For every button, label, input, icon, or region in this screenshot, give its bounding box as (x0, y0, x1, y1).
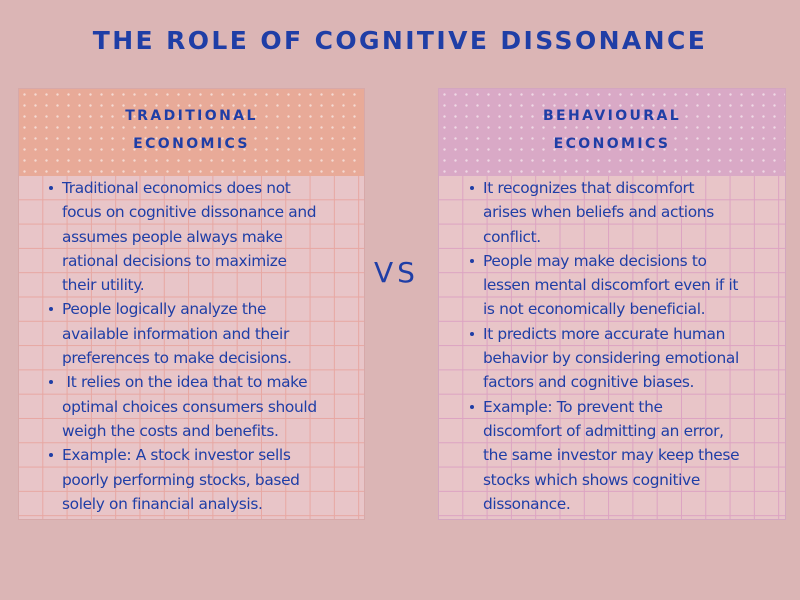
heading-line-1: BEHAVIOURAL (542, 108, 682, 124)
list-item: People logically analyze the available information and their preferences to make decisions. (62, 297, 360, 370)
heading-line-2: ECONOMICS (133, 136, 250, 152)
list-item: Traditional economics does not focus on cognitive dissonance and assumes people always make rational decisions to maximize their utility. (62, 176, 360, 297)
list-item: It relies on the idea that to make optimal choices consumers should weigh the costs and benefits. (62, 370, 360, 443)
list-item: Example: A stock investor sells poorly performing stocks, based solely on financial analysis. (62, 443, 360, 516)
page-title: THE ROLE OF COGNITIVE DISSONANCE (92, 26, 708, 55)
list-item: People may make decisions to lessen mental discomfort even if it is not economically beneficial. (483, 249, 783, 322)
vs-label: VS (374, 256, 419, 289)
behavioural-economics-list (483, 176, 783, 516)
heading-line-1: TRADITIONAL (125, 108, 258, 124)
list-item: It recognizes that discomfort arises when beliefs and actions conflict. (483, 176, 783, 249)
traditional-economics-heading (19, 102, 364, 158)
list-item: Example: To prevent the discomfort of admitting an error, the same investor may keep these stocks which shows cognitive dissonance. (483, 395, 783, 516)
traditional-economics-header (19, 89, 364, 176)
list-item: It predicts more accurate human behavior by considering emotional factors and cognitive biases. (483, 322, 783, 395)
heading-line-2: ECONOMICS (553, 136, 671, 152)
behavioural-economics-header (439, 89, 785, 176)
behavioural-economics-panel (438, 88, 786, 520)
traditional-economics-panel (18, 88, 365, 520)
traditional-economics-list (62, 176, 360, 516)
behavioural-economics-heading (439, 102, 785, 158)
